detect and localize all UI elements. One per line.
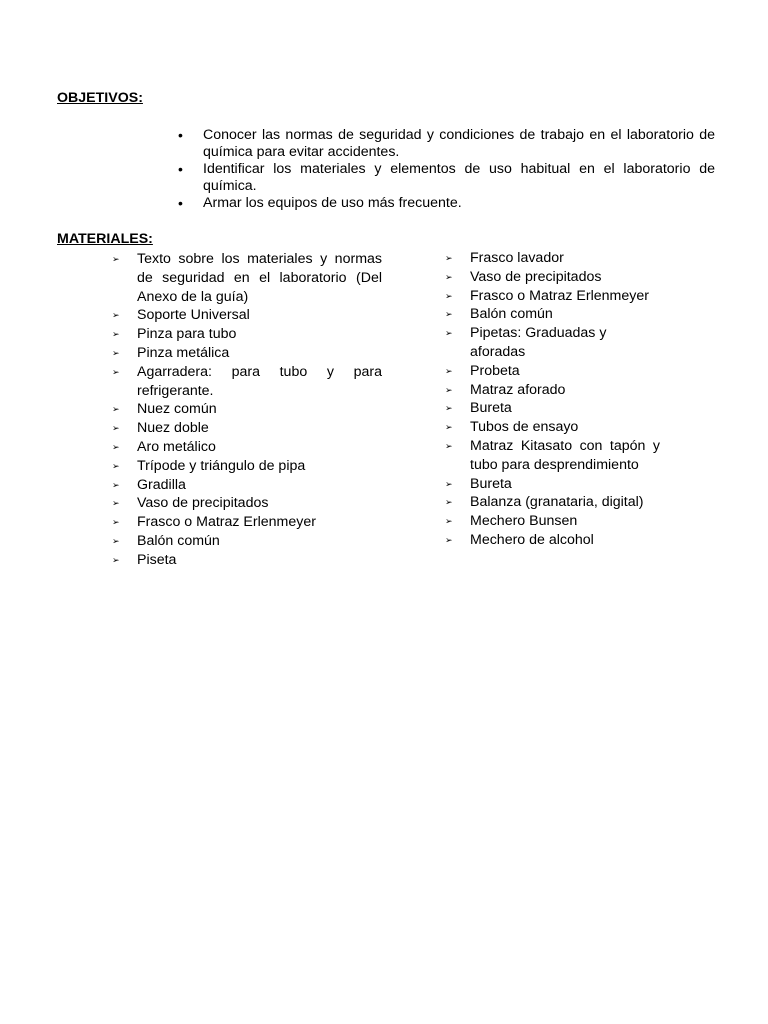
material-text: Pinza metálica: [137, 344, 230, 361]
material-item: [112, 363, 382, 401]
material-item: [445, 249, 660, 268]
arrow-bullet-icon: ➢: [112, 517, 120, 528]
material-item: [445, 437, 660, 475]
material-item: [445, 381, 660, 400]
material-text: Piseta: [137, 551, 177, 568]
material-item: [445, 531, 660, 550]
material-text: Agarradera: para tubo y para refrigerante.: [137, 363, 382, 399]
objetivo-text: Armar los equipos de uso más frecuente.: [203, 195, 462, 211]
material-text: Bureta: [470, 475, 512, 492]
arrow-bullet-icon: ➢: [112, 423, 120, 434]
objetivo-item: [178, 127, 715, 161]
objetivo-item: [178, 195, 715, 212]
arrow-bullet-icon: ➢: [445, 253, 453, 263]
arrow-bullet-icon: ➢: [112, 366, 120, 377]
material-item: [112, 325, 382, 344]
arrow-bullet-icon: ➢: [112, 329, 120, 340]
objetivo-text: Identificar los materiales y elementos de uso habitual en el laboratorio de química.: [203, 161, 715, 194]
material-text: Probeta: [470, 362, 520, 379]
materiales-right-list: [445, 249, 660, 550]
arrow-bullet-icon: ➢: [112, 441, 120, 452]
arrow-bullet-icon: ➢: [445, 271, 453, 282]
materiales-heading: MATERIALES:: [57, 231, 153, 247]
material-text: Aro metálico: [137, 438, 216, 455]
objetivos-list: [178, 127, 715, 212]
material-item: [112, 494, 382, 513]
material-text: Balón común: [137, 532, 220, 549]
material-item: [445, 493, 660, 512]
material-text: Nuez común: [137, 401, 217, 418]
material-text: Frasco lavador: [470, 250, 564, 266]
bullet-icon: •: [178, 161, 183, 177]
arrow-bullet-icon: ➢: [112, 535, 120, 546]
material-text: Balanza (granataria, digital): [470, 494, 644, 511]
material-item: [445, 287, 660, 306]
material-text: Matraz Kitasato con tapón y tubo para desprendimiento: [470, 437, 660, 473]
material-text: Pinza para tubo: [137, 326, 237, 343]
material-item: [445, 399, 660, 418]
arrow-bullet-icon: ➢: [112, 347, 120, 358]
arrow-bullet-icon: ➢: [445, 534, 453, 545]
material-item: [112, 438, 382, 457]
arrow-bullet-icon: ➢: [112, 254, 120, 264]
material-item: [112, 344, 382, 363]
material-item: [445, 324, 660, 362]
material-text: Mechero Bunsen: [470, 513, 578, 530]
arrow-bullet-icon: ➢: [445, 290, 453, 301]
material-text: Vaso de precipitados: [137, 495, 269, 512]
material-item: [112, 457, 382, 476]
arrow-bullet-icon: ➢: [445, 478, 453, 489]
objetivo-text: Conocer las normas de seguridad y condiciones de trabajo en el laboratorio de química para evitar accidentes.: [203, 127, 715, 160]
material-item: [445, 362, 660, 381]
arrow-bullet-icon: ➢: [112, 554, 120, 565]
arrow-bullet-icon: ➢: [445, 309, 453, 320]
material-text: Mechero de alcohol: [470, 531, 594, 548]
arrow-bullet-icon: ➢: [112, 498, 120, 509]
material-text: Matraz aforado: [470, 381, 566, 398]
bullet-icon: •: [178, 195, 183, 211]
objetivos-heading: OBJETIVOS:: [57, 90, 143, 106]
material-item: [112, 306, 382, 325]
material-item: [445, 512, 660, 531]
material-item: [112, 513, 382, 532]
material-text: Frasco o Matraz Erlenmeyer: [137, 514, 316, 531]
material-item: [112, 551, 382, 570]
material-text: Balón común: [470, 306, 553, 323]
material-text: Vaso de precipitados: [470, 268, 602, 285]
material-item: [445, 268, 660, 287]
material-item: [445, 305, 660, 324]
material-text: Trípode y triángulo de pipa: [137, 457, 306, 474]
materiales-left-list: [112, 250, 382, 570]
arrow-bullet-icon: ➢: [445, 497, 453, 508]
arrow-bullet-icon: ➢: [445, 516, 453, 527]
arrow-bullet-icon: ➢: [112, 460, 120, 471]
bullet-icon: •: [178, 127, 183, 143]
material-text: Bureta: [470, 400, 512, 417]
material-item: [112, 250, 382, 306]
arrow-bullet-icon: ➢: [445, 328, 453, 339]
material-text: Texto sobre los materiales y normas de seguridad en el laboratorio (Del Anexo de la guía): [137, 251, 382, 305]
arrow-bullet-icon: ➢: [112, 404, 120, 415]
material-text: Gradilla: [137, 476, 186, 493]
objetivo-item: [178, 161, 715, 195]
arrow-bullet-icon: ➢: [445, 384, 453, 395]
material-text: Frasco o Matraz Erlenmeyer: [470, 287, 649, 304]
arrow-bullet-icon: ➢: [445, 440, 453, 451]
arrow-bullet-icon: ➢: [445, 403, 453, 414]
arrow-bullet-icon: ➢: [112, 310, 120, 321]
material-text: Pipetas: Graduadas y aforadas: [470, 325, 607, 360]
arrow-bullet-icon: ➢: [445, 365, 453, 376]
material-item: [112, 476, 382, 495]
material-text: Nuez doble: [137, 420, 209, 437]
material-item: [112, 419, 382, 438]
material-item: [112, 532, 382, 551]
material-item: [445, 475, 660, 494]
material-item: [445, 418, 660, 437]
material-item: [112, 400, 382, 419]
material-text: Tubos de ensayo: [470, 419, 579, 436]
arrow-bullet-icon: ➢: [112, 479, 120, 490]
arrow-bullet-icon: ➢: [445, 422, 453, 433]
material-text: Soporte Universal: [137, 307, 250, 324]
